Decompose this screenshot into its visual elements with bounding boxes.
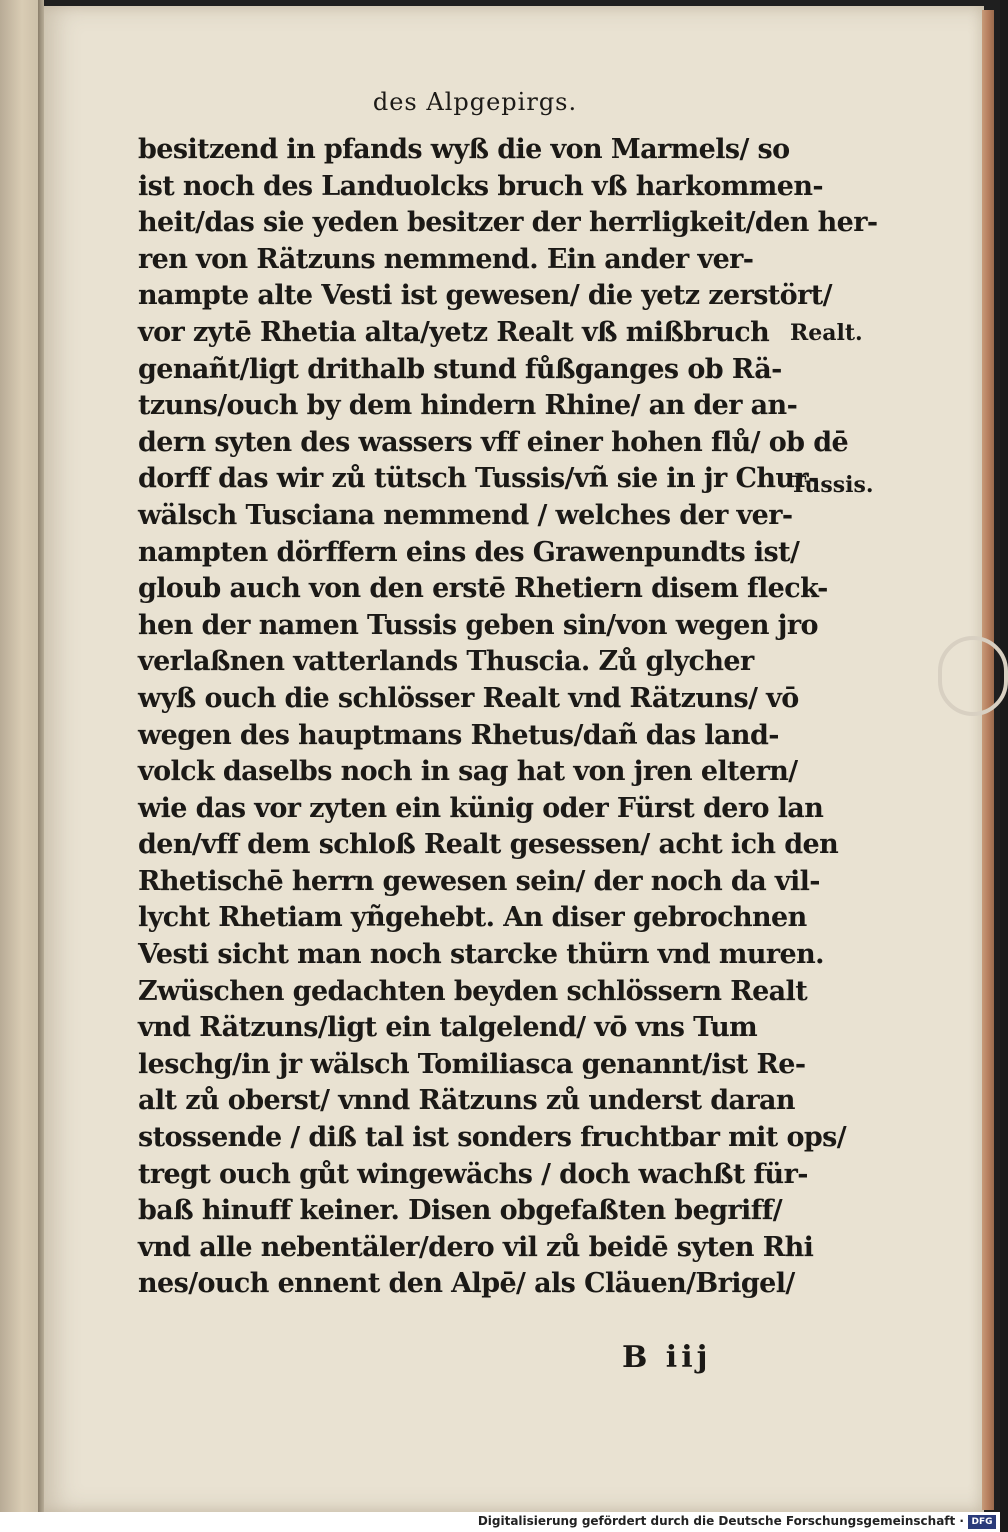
text-line: dorff das wir zů tütsch Tussis/vñ sie in jr Chur- bbox=[138, 463, 819, 495]
text-line: baß hinuff keiner. Disen obgefaßten begriff/ bbox=[138, 1195, 782, 1227]
footer-bar bbox=[0, 1512, 1000, 1532]
text-line: tzuns/ouch by dem hindern Rhine/ an der an- bbox=[138, 390, 798, 422]
body-text bbox=[138, 132, 878, 1303]
text-line: genañt/ligt drithalb stund fůßganges ob Rä- bbox=[138, 353, 782, 385]
text-line: tregt ouch gůt wingewächs / doch wachßt für- bbox=[138, 1158, 808, 1190]
text-line: hen der namen Tussis geben sin/von wegen jro bbox=[138, 609, 818, 641]
text-line: dern syten des wassers vff einer hohen flů/ ob dē bbox=[138, 426, 849, 458]
text-line: nes/ouch ennent den Alpē/ als Cläuen/Brigel/ bbox=[138, 1268, 795, 1300]
text-line: volck daselbs noch in sag hat von jren eltern/ bbox=[138, 756, 798, 788]
text-line: wegen des hauptmans Rhetus/dañ das land- bbox=[138, 719, 779, 751]
bookmark-ring bbox=[938, 636, 1008, 716]
footer-credit: Digitalisierung gefördert durch die Deutsche Forschungsgemeinschaft · bbox=[477, 1514, 964, 1528]
previous-page-edge bbox=[0, 0, 40, 1512]
running-header: des Alpgepirgs. bbox=[372, 88, 578, 116]
text-line: vor zytē Rhetia alta/yetz Realt vß mißbruch bbox=[138, 316, 770, 348]
text-line: lycht Rhetiam yñgehebt. An diser gebrochnen bbox=[138, 902, 807, 934]
text-line: den/vff dem schloß Realt gesessen/ acht ich den bbox=[138, 829, 839, 861]
text-line: alt zů oberst/ vnnd Rätzuns zů underst daran bbox=[138, 1085, 795, 1117]
text-line: stossende / diß tal ist sonders fruchtbar mit ops/ bbox=[138, 1122, 846, 1154]
text-line: vnd Rätzuns/ligt ein talgelend/ vō vns Tum bbox=[138, 1012, 758, 1044]
signature-mark: B iij bbox=[622, 1340, 712, 1375]
margin-note-tussis: Tussis. bbox=[790, 472, 874, 498]
text-line: Zwüschen gedachten beyden schlössern Realt bbox=[138, 975, 808, 1007]
text-line: ist noch des Landuolcks bruch vß harkommen- bbox=[138, 170, 823, 202]
text-line: nampte alte Vesti ist gewesen/ die yetz zerstört/ bbox=[138, 280, 832, 312]
text-line: besitzend in pfands wyß die von Marmels/ so bbox=[138, 134, 790, 165]
text-line: leschg/in jr wälsch Tomiliasca genannt/ist Re- bbox=[138, 1048, 806, 1080]
text-line: Rhetischē herrn gewesen sein/ der noch da vil- bbox=[138, 865, 820, 897]
text-line: wälsch Tusciana nemmend / welches der ver- bbox=[138, 499, 793, 531]
margin-note-realt: Realt. bbox=[790, 320, 863, 346]
text-line: gloub auch von den erstē Rhetiern disem fleck- bbox=[138, 573, 828, 605]
text-line: verlaßnen vatterlands Thuscia. Zů glycher bbox=[138, 646, 754, 678]
text-line: heit/das sie yeden besitzer der herrligkeit/den her- bbox=[138, 207, 878, 239]
page-fore-edge bbox=[982, 10, 994, 1510]
text-line: vnd alle nebentäler/dero vil zů beidē syten Rhi bbox=[138, 1231, 814, 1263]
text-line: nampten dörffern eins des Grawenpundts ist/ bbox=[138, 536, 800, 568]
dfg-logo: DFG bbox=[968, 1515, 996, 1529]
text-line: wyß ouch die schlösser Realt vnd Rätzuns/ vō bbox=[138, 682, 799, 714]
text-line: Vesti sicht man noch starcke thürn vnd muren. bbox=[138, 939, 824, 971]
text-line: ren von Rätzuns nemmend. Ein ander ver- bbox=[138, 243, 754, 275]
text-line: wie das vor zyten ein künig oder Fürst dero lan bbox=[138, 792, 824, 824]
